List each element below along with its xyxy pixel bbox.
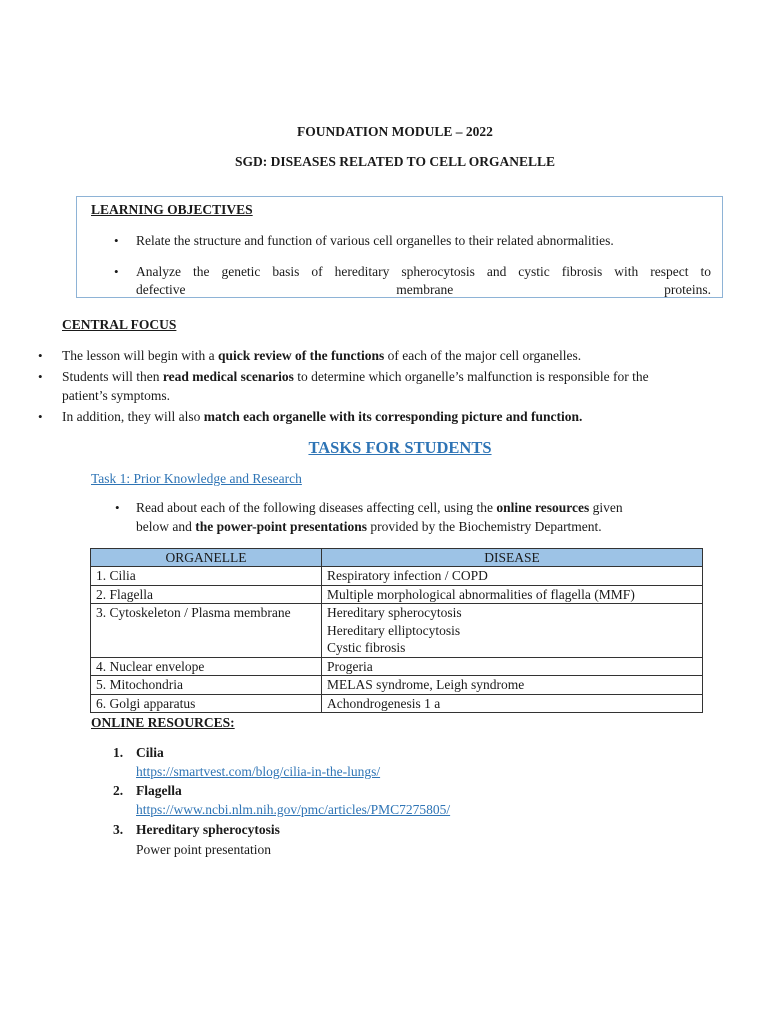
bold-span: read medical scenarios bbox=[162, 369, 294, 384]
bullet-icon: • bbox=[38, 369, 43, 384]
disease-cell bbox=[322, 604, 703, 658]
bullet-icon: • bbox=[114, 264, 119, 279]
table-header-row bbox=[91, 549, 703, 567]
objective-2-word: membrane bbox=[396, 282, 454, 297]
objective-2-word: defective bbox=[136, 282, 186, 297]
resource-title-flagella: Flagella bbox=[136, 783, 182, 798]
bullet-icon: • bbox=[114, 233, 119, 248]
module-title: FOUNDATION MODULE – 2022 bbox=[297, 124, 493, 139]
text-span: of each of the major cell organelles. bbox=[384, 348, 582, 363]
text-span: In addition, they will also bbox=[62, 409, 204, 424]
tasks-heading: TASKS FOR STUDENTS bbox=[308, 438, 492, 457]
table-row bbox=[91, 694, 703, 713]
task-1-line-1 bbox=[136, 500, 623, 516]
resource-detail-powerpoint: Power point presentation bbox=[136, 842, 271, 857]
disease-cell: Progeria bbox=[322, 657, 703, 676]
bold-span: match each organelle with its corresponding picture and function. bbox=[203, 409, 583, 424]
central-focus-item-2-line-2: patient’s symptoms. bbox=[62, 388, 170, 403]
table-row bbox=[91, 585, 703, 604]
text-span: given bbox=[589, 500, 623, 515]
task-1-line-2 bbox=[136, 519, 602, 535]
organelle-cell: 1. Cilia bbox=[91, 567, 322, 586]
objective-2-line-1: Analyze the genetic basis of hereditary spherocytosis and cystic fibrosis with respect to bbox=[136, 264, 711, 279]
column-header-disease: DISEASE bbox=[322, 549, 703, 567]
organelle-cell: 4. Nuclear envelope bbox=[91, 657, 322, 676]
task-1-heading: Task 1: Prior Knowledge and Research bbox=[91, 471, 302, 486]
text-span: provided by the Biochemistry Department. bbox=[366, 519, 602, 534]
resource-number: 3. bbox=[113, 822, 124, 837]
disease-line: Cystic fibrosis bbox=[327, 640, 406, 655]
table-row bbox=[91, 676, 703, 695]
sgd-title: SGD: DISEASES RELATED TO CELL ORGANELLE bbox=[235, 154, 555, 169]
objective-1: Relate the structure and function of various cell organelles to their related abnormalities. bbox=[136, 233, 614, 248]
bold-span: quick review of the functions bbox=[217, 348, 385, 363]
bullet-icon: • bbox=[38, 409, 43, 424]
column-header-organelle: ORGANELLE bbox=[91, 549, 322, 567]
organelle-cell: 6. Golgi apparatus bbox=[91, 694, 322, 713]
central-focus-item-3 bbox=[62, 409, 582, 425]
online-resources-heading: ONLINE RESOURCES: bbox=[91, 715, 235, 730]
central-focus-item-2 bbox=[62, 369, 649, 385]
text-span: below and bbox=[136, 519, 196, 534]
central-focus-item-1 bbox=[62, 348, 581, 364]
bold-span: online resources bbox=[496, 500, 590, 515]
text-span: to determine which organelle’s malfunction is responsible for the bbox=[293, 369, 649, 384]
organelle-cell: 2. Flagella bbox=[91, 585, 322, 604]
objective-2-word: proteins. bbox=[664, 282, 711, 297]
disease-cell: MELAS syndrome, Leigh syndrome bbox=[322, 676, 703, 695]
table-row bbox=[91, 604, 703, 658]
resource-title-cilia: Cilia bbox=[136, 745, 164, 760]
resource-number: 2. bbox=[113, 783, 124, 798]
resource-title-hereditary-spherocytosis: Hereditary spherocytosis bbox=[136, 822, 280, 837]
bullet-icon: • bbox=[115, 500, 120, 515]
text-span: Students will then bbox=[62, 369, 163, 384]
table-row bbox=[91, 657, 703, 676]
disease-cell: Achondrogenesis 1 a bbox=[322, 694, 703, 713]
organelle-disease-table bbox=[90, 548, 703, 713]
organelle-cell: 5. Mitochondria bbox=[91, 676, 322, 695]
disease-cell: Respiratory infection / COPD bbox=[322, 567, 703, 586]
disease-cell: Multiple morphological abnormalities of flagella (MMF) bbox=[322, 585, 703, 604]
resource-number: 1. bbox=[113, 745, 124, 760]
bold-span: the power-point presentations bbox=[195, 519, 367, 534]
learning-objectives-heading: LEARNING OBJECTIVES bbox=[91, 202, 253, 217]
text-span: Read about each of the following diseases affecting cell, using the bbox=[136, 500, 497, 515]
organelle-cell: 3. Cytoskeleton / Plasma membrane bbox=[91, 604, 322, 658]
bullet-icon: • bbox=[38, 348, 43, 363]
resource-link-cilia[interactable]: https://smartvest.com/blog/cilia-in-the-lungs/ bbox=[136, 764, 381, 779]
text-span: The lesson will begin with a bbox=[62, 348, 218, 363]
disease-line: Hereditary spherocytosis bbox=[327, 605, 462, 620]
resource-link-flagella[interactable]: https://www.ncbi.nlm.nih.gov/pmc/articles/PMC7275805/ bbox=[136, 802, 451, 817]
central-focus-heading: CENTRAL FOCUS bbox=[62, 317, 177, 332]
disease-line: Hereditary elliptocytosis bbox=[327, 622, 461, 638]
objective-2-line-2 bbox=[136, 282, 711, 298]
table-row bbox=[91, 567, 703, 586]
